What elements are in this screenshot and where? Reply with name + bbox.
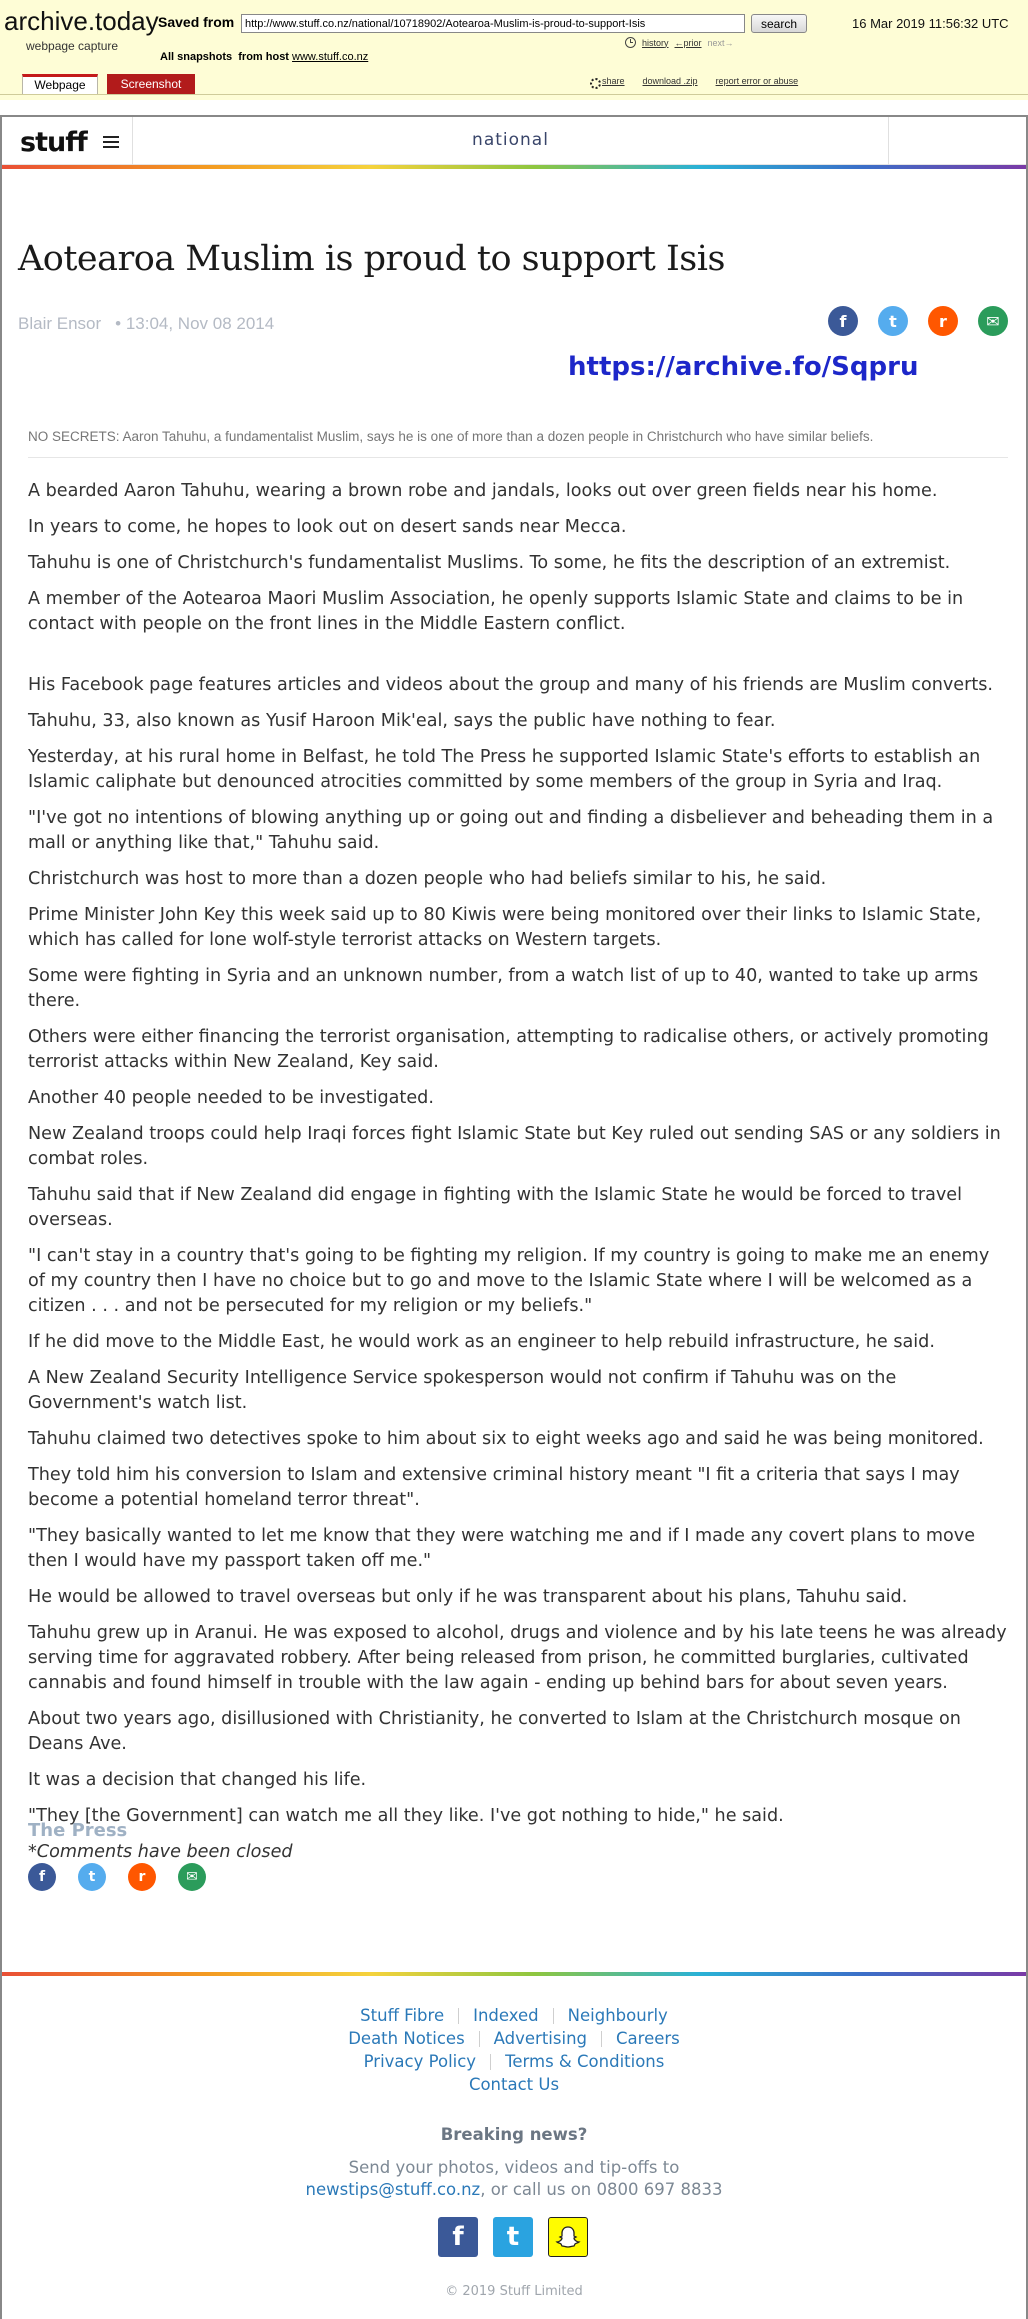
- archived-page-frame: [0, 115, 1028, 2319]
- footer-links-row: [2, 2075, 1026, 2094]
- source-label[interactable]: The Press: [28, 1820, 128, 1841]
- section-title[interactable]: national: [472, 130, 549, 150]
- paragraph: If he did move to the Middle East, he would work as an engineer to help rebuild infrastructure, he said.: [28, 1332, 935, 1352]
- history-clock-icon: [625, 37, 636, 48]
- article-date: • 13:04, Nov 08 2014: [115, 314, 275, 333]
- share-icon: [589, 77, 599, 87]
- stuff-logo[interactable]: stuff: [20, 127, 87, 158]
- download-zip-link[interactable]: download .zip: [642, 76, 698, 87]
- footer-link-terms[interactable]: Terms & Conditions: [505, 2052, 665, 2071]
- history-nav: [625, 37, 734, 48]
- search-button[interactable]: search: [751, 14, 807, 33]
- copyright: © 2019 Stuff Limited: [445, 2284, 583, 2299]
- archive-divider: [0, 94, 1028, 95]
- paragraph: Some were fighting in Syria and an unknown number, from a watch list of up to 40, wanted to take up arms there.: [28, 966, 979, 1011]
- paragraph: Others were either financing the terrorist organisation, attempting to radicalise others, or actively promoting terrorist attacks within New Zealand, Key said.: [28, 1027, 989, 1072]
- saved-url-input[interactable]: [241, 14, 745, 33]
- stuff-nav-bar: [2, 117, 1026, 165]
- facebook-icon[interactable]: f: [438, 2217, 478, 2257]
- share-label: share: [602, 76, 625, 86]
- paragraph: Prime Minister John Key this week said up to 80 Kiwis were being monitored over their links to Islamic State, which has called for lone wolf-style terrorist attacks on Western targets.: [28, 905, 982, 950]
- email-icon[interactable]: ✉: [978, 306, 1008, 336]
- twitter-icon[interactable]: t: [878, 306, 908, 336]
- archive-brand[interactable]: archive.today: [4, 6, 159, 36]
- archive-header: [0, 0, 1028, 100]
- social-share-bottom: [28, 1863, 206, 1891]
- social-share-top: [828, 306, 1008, 336]
- byline: [18, 314, 274, 334]
- send-tips-text: Send your photos, videos and tip-offs to: [348, 2158, 680, 2177]
- all-snapshots-label: All snapshots: [160, 51, 233, 63]
- photo-caption: NO SECRETS: Aaron Tahuhu, a fundamentalist Muslim, says he is one of more than a dozen people in Christchurch who have similar beliefs.: [28, 429, 1008, 458]
- paragraph: Tahuhu claimed two detectives spoke to him about six to eight weeks ago and said he was being monitored.: [28, 1429, 984, 1449]
- paragraph: He would be allowed to travel overseas but only if he was transparent about his plans, Tahuhu said.: [28, 1587, 908, 1607]
- prior-link[interactable]: ←prior: [674, 37, 702, 48]
- paragraph: A New Zealand Security Intelligence Service spokesperson would not confirm if Tahuhu was on the Government's watch list.: [28, 1368, 897, 1413]
- twitter-icon[interactable]: t: [493, 2217, 533, 2257]
- paragraph: Christchurch was host to more than a dozen people who had beliefs similar to his, he said.: [28, 869, 827, 889]
- paragraph: About two years ago, disillusioned with Christianity, he converted to Islam at the Christchurch mosque on Deans Ave.: [28, 1709, 961, 1754]
- paragraph: New Zealand troops could help Iraqi forces fight Islamic State but Key ruled out sending SAS or any soldiers in combat roles.: [28, 1124, 1001, 1169]
- footer-link-careers[interactable]: Careers: [616, 2029, 680, 2048]
- article-body: [28, 479, 1008, 1876]
- breaking-news-title: Breaking news?: [440, 2125, 588, 2144]
- footer-link-stuff-fibre[interactable]: Stuff Fibre: [360, 2006, 445, 2025]
- footer-link-advertising[interactable]: Advertising: [493, 2029, 588, 2048]
- from-host-label: from host: [238, 51, 289, 63]
- paragraph: Tahuhu said that if New Zealand did engage in fighting with the Islamic State he would be forced to travel overseas.: [28, 1185, 962, 1230]
- footer-link-death-notices[interactable]: Death Notices: [348, 2029, 465, 2048]
- paragraph: It was a decision that changed his life.: [28, 1770, 367, 1790]
- footer-links-row: [2, 2052, 1026, 2071]
- host-link[interactable]: www.stuff.co.nz: [292, 51, 369, 63]
- footer-link-indexed[interactable]: Indexed: [473, 2006, 539, 2025]
- nav-divider: [888, 117, 889, 165]
- call-text: , or call us on 0800 697 8833: [480, 2180, 723, 2199]
- tab-screenshot[interactable]: Screenshot: [107, 74, 195, 94]
- paragraph: Tahuhu, 33, also known as Yusif Haroon Mik'eal, says the public have nothing to fear.: [28, 711, 776, 731]
- footer-link-neighbourly[interactable]: Neighbourly: [567, 2006, 668, 2025]
- archive-subtitle: webpage capture: [26, 39, 119, 53]
- email-icon[interactable]: ✉: [178, 1863, 206, 1891]
- article-headline: Aotearoa Muslim is proud to support Isis: [18, 239, 725, 279]
- hamburger-menu-icon[interactable]: [103, 136, 119, 149]
- history-link[interactable]: history: [642, 37, 669, 48]
- newstips-email-link[interactable]: newstips@stuff.co.nz: [305, 2180, 481, 2199]
- snapchat-ghost-icon: [555, 2224, 581, 2250]
- facebook-icon[interactable]: f: [828, 306, 858, 336]
- archive-short-link[interactable]: https://archive.fo/Sqpru: [568, 352, 919, 382]
- paragraph: "I can't stay in a country that's going to be fighting my religion. If my country is going to make me an enemy of my country then I have no choice but to go and move to the Islamic State where I will be welcomed as a citizen . . . and not be persecuted for my religion or my beliefs.": [28, 1246, 990, 1316]
- all-snapshots: [160, 51, 368, 63]
- paragraph: His Facebook page features articles and videos about the group and many of his friends are Muslim converts.: [28, 675, 994, 695]
- snapchat-icon[interactable]: [548, 2217, 588, 2257]
- capture-date: 16 Mar 2019 11:56:32 UTC: [852, 16, 1009, 31]
- author-name[interactable]: Blair Ensor: [18, 314, 102, 333]
- paragraph: "They [the Government] can watch me all they like. I've got nothing to hide," he said.: [28, 1806, 784, 1826]
- paragraph: In years to come, he hopes to look out on desert sands near Mecca.: [28, 517, 627, 537]
- twitter-icon[interactable]: t: [78, 1863, 106, 1891]
- paragraph: They told him his conversion to Islam and extensive criminal history meant "I fit a criteria that says I may become a potential homeland terror threat".: [28, 1465, 960, 1510]
- next-link: next→: [707, 37, 734, 48]
- paragraph: "They basically wanted to let me know that they were watching me and if I made any covert plans to move then I would have my passport taken off me.": [28, 1526, 976, 1571]
- footer-link-privacy[interactable]: Privacy Policy: [363, 2052, 477, 2071]
- comments-closed-note: *Comments have been closed: [28, 1842, 293, 1862]
- reddit-icon[interactable]: r: [928, 306, 958, 336]
- paragraph: Tahuhu grew up in Aranui. He was exposed to alcohol, drugs and violence and by his late teens he was already serving time for aggravated robbery. After being released from prison, he committed burglaries, cultivated cannabis and found himself in trouble with the law again - ending up behind bars for about seven years.: [28, 1623, 1007, 1693]
- rainbow-bar: [2, 1972, 1026, 1976]
- paragraph: Tahuhu is one of Christchurch's fundamentalist Muslims. To some, he fits the description of an extremist.: [28, 553, 951, 573]
- facebook-icon[interactable]: f: [28, 1863, 56, 1891]
- report-error-link[interactable]: report error or abuse: [715, 76, 799, 87]
- footer-social-icons: [438, 2217, 588, 2257]
- reddit-icon[interactable]: r: [128, 1863, 156, 1891]
- paragraph: "I've got no intentions of blowing anything up or going out and finding a disbeliever and beheading them in a mall or anything like that," Tahuhu said.: [28, 808, 994, 853]
- paragraph: A bearded Aaron Tahuhu, wearing a brown robe and jandals, looks out over green fields near his home.: [28, 481, 938, 501]
- saved-from-label: Saved from: [158, 14, 235, 30]
- contact-line: [2, 2180, 1026, 2199]
- footer-links-row: [2, 2006, 1026, 2025]
- archive-actions: [589, 76, 798, 87]
- tab-webpage[interactable]: Webpage: [22, 74, 98, 95]
- share-action[interactable]: [589, 76, 625, 87]
- paragraph: Yesterday, at his rural home in Belfast, he told The Press he supported Islamic State's efforts to establish an Islamic caliphate but denounced atrocities committed by some members of the group in Syria and Iraq.: [28, 747, 981, 792]
- rainbow-bar: [2, 165, 1026, 169]
- footer-link-contact[interactable]: Contact Us: [468, 2075, 560, 2094]
- footer-links-row: [2, 2029, 1026, 2048]
- paragraph: A member of the Aotearoa Maori Muslim Association, he openly supports Islamic State and claims to be in contact with people on the front lines in the Middle Eastern conflict.: [28, 589, 964, 634]
- paragraph: Another 40 people needed to be investigated.: [28, 1088, 434, 1108]
